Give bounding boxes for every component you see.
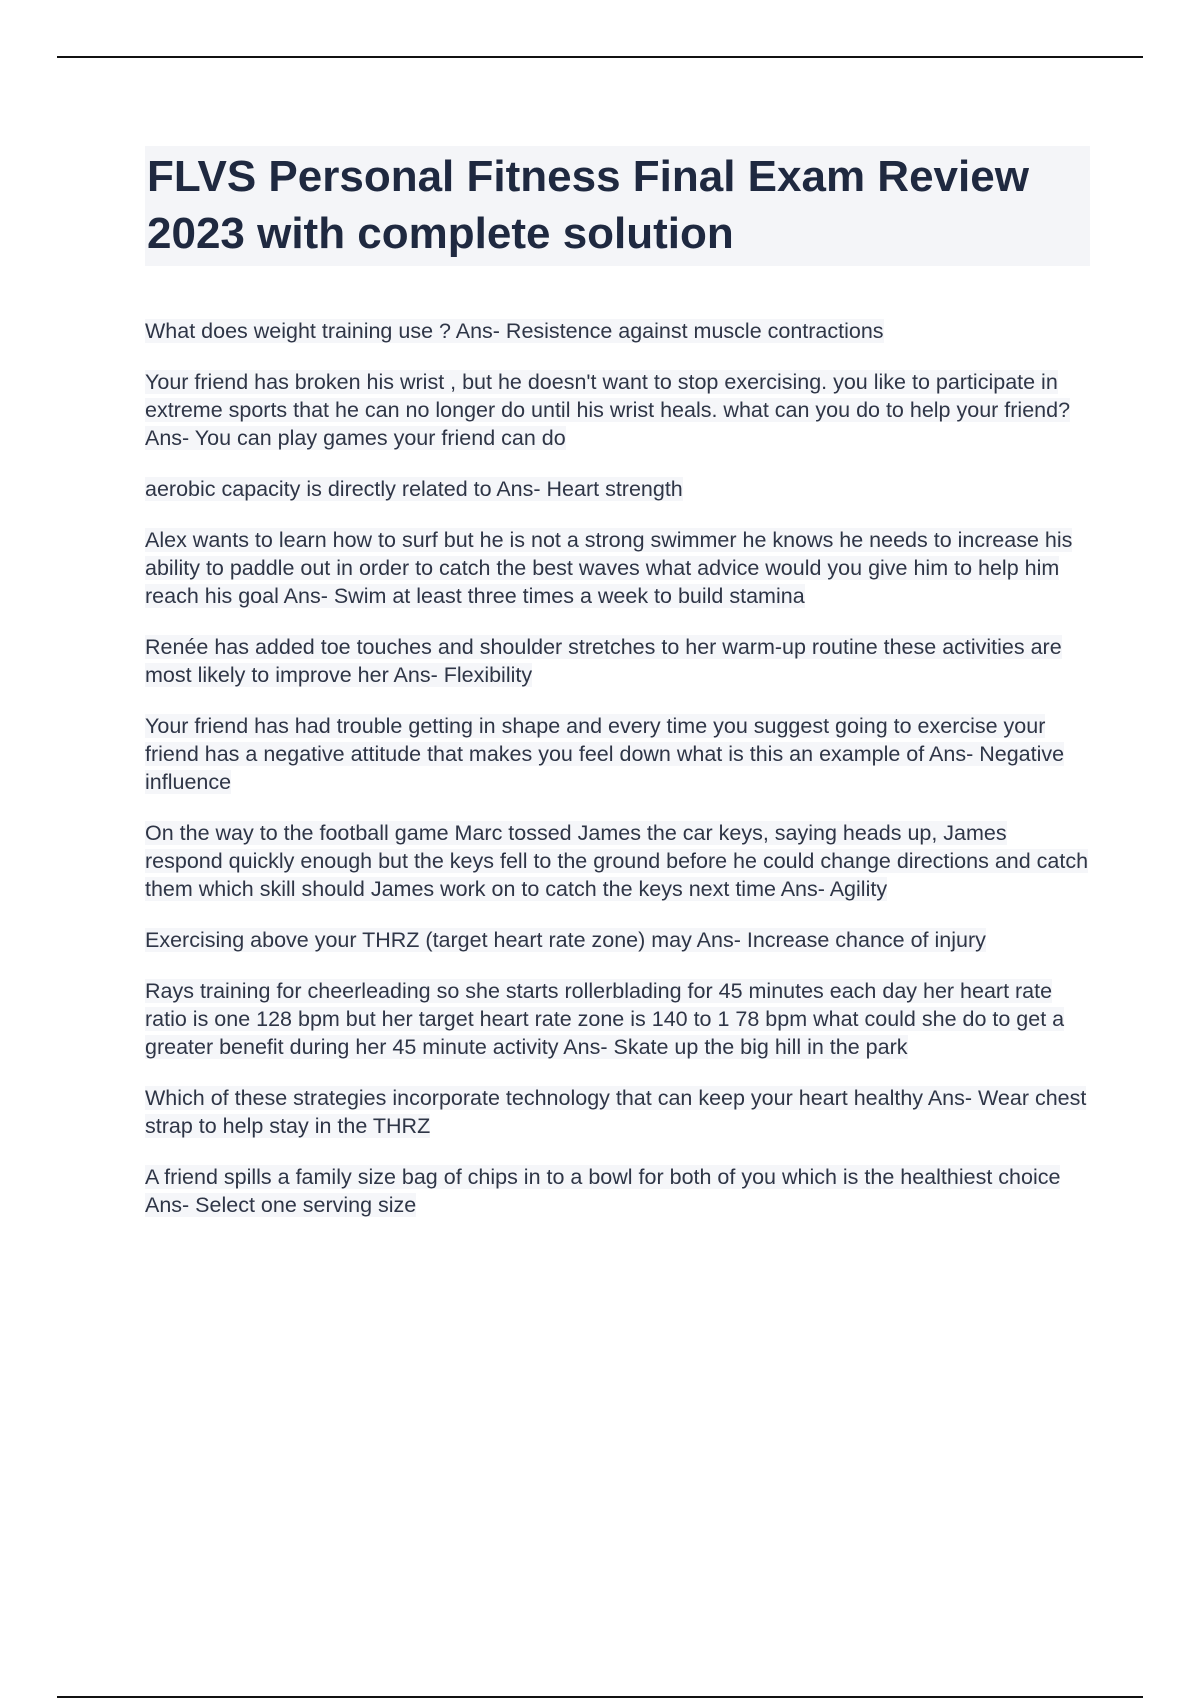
question-text: Exercising above your THRZ (target heart rate zone) may Ans- Increase chance of injury <box>145 928 986 952</box>
question-list <box>145 317 1090 1219</box>
question-text: Rays training for cheerleading so she starts rollerblading for 45 minutes each day her heart rate ratio is one 128 bpm but her target heart rate zone is 140 to 1 78 bpm what could she do to get a greater benefit during her 45 minute activity Ans- Skate up the big hill in the park <box>145 979 1065 1059</box>
question-text: Your friend has had trouble getting in shape and every time you suggest going to exercise your friend has a negative attitude that makes you feel down what is this an example of Ans- Negative influence <box>145 714 1065 794</box>
question-item <box>145 926 1090 954</box>
question-text: Which of these strategies incorporate technology that can keep your heart healthy Ans- Wear chest strap to help stay in the THRZ <box>145 1086 1087 1138</box>
bottom-rule <box>57 1696 1143 1698</box>
question-text: Renée has added toe touches and shoulder stretches to her warm-up routine these activities are most likely to improve her Ans- Flexibility <box>145 635 1062 687</box>
question-item <box>145 1084 1090 1140</box>
question-item <box>145 317 1090 345</box>
question-item <box>145 977 1090 1061</box>
question-text: What does weight training use ? Ans- Resistence against muscle contractions <box>145 319 884 343</box>
question-text: On the way to the football game Marc tossed James the car keys, saying heads up, James respond quickly enough but the keys fell to the ground before he could change directions and catch them which skill should James work on to catch the keys next time Ans- Agility <box>145 821 1089 901</box>
question-item <box>145 819 1090 903</box>
question-item <box>145 526 1090 610</box>
top-rule <box>57 56 1143 58</box>
question-text: Alex wants to learn how to surf but he is not a strong swimmer he knows he needs to increase his ability to paddle out in order to catch the best waves what advice would you give him to help him reach his goal Ans- Swim at least three times a week to build stamina <box>145 528 1073 608</box>
question-item <box>145 368 1090 452</box>
question-item <box>145 475 1090 503</box>
page-title: FLVS Personal Fitness Final Exam Review 2023 with complete solution <box>145 146 1090 266</box>
question-item <box>145 712 1090 796</box>
question-item <box>145 633 1090 689</box>
document-page <box>145 146 1090 1242</box>
question-item <box>145 1163 1090 1219</box>
question-text: aerobic capacity is directly related to Ans- Heart strength <box>145 477 683 501</box>
question-text: A friend spills a family size bag of chips in to a bowl for both of you which is the healthiest choice Ans- Select one serving size <box>145 1165 1061 1217</box>
question-text: Your friend has broken his wrist , but he doesn't want to stop exercising. you like to participate in extreme sports that he can no longer do until his wrist heals. what can you do to help your friend? Ans- You can play games your friend can do <box>145 370 1071 450</box>
